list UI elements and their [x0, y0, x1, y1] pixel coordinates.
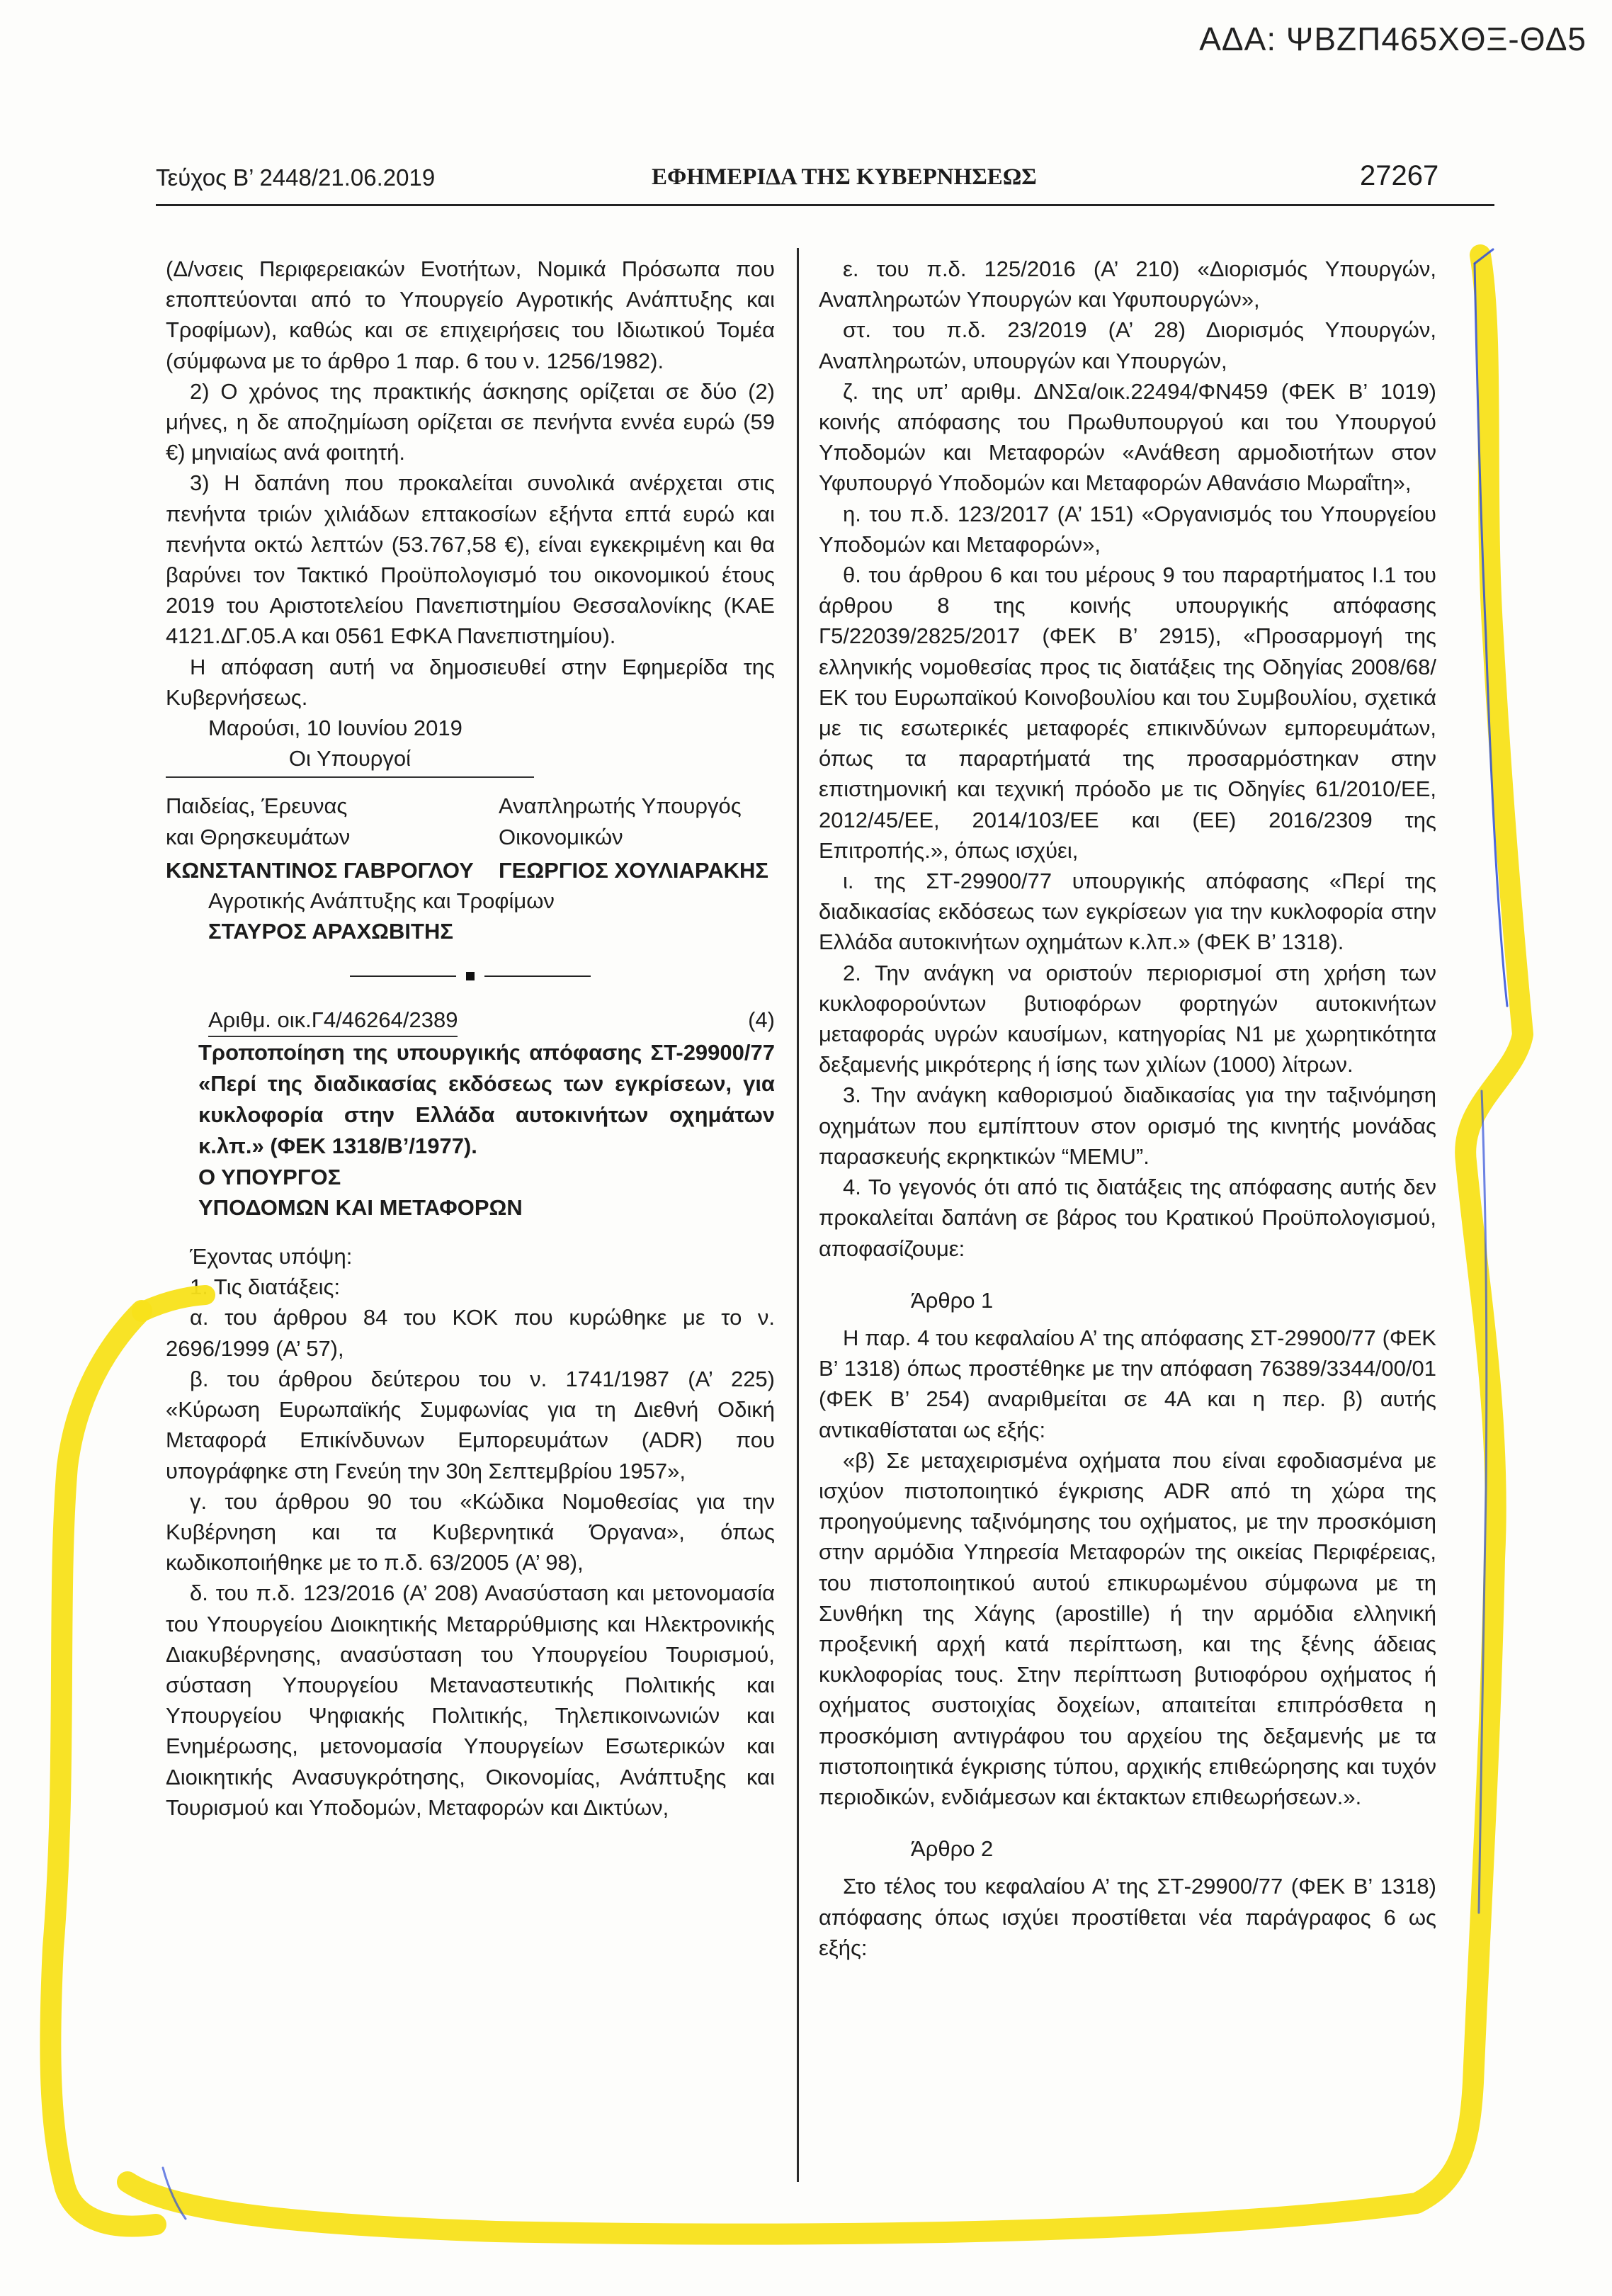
paragraph: Έχοντας υπόψη: [190, 1244, 353, 1269]
paragraph: 1. Τις διατάξεις: [190, 1274, 341, 1300]
separator-square-icon [466, 972, 475, 980]
ministers-label: Οι Υπουργοί [166, 743, 534, 778]
minister-office: Αναπληρωτής Υπουργός [499, 793, 742, 819]
header-rule [156, 204, 1494, 206]
issuing-minister: Ο ΥΠΟΥΡΓΟΣ [198, 1164, 341, 1189]
yellow-highlighter-stroke [50, 1311, 156, 2227]
paragraph: 2. Την ανάγκη να οριστούν περιορισμοί στη χρήση των κυκλοφορούντων βυτιοφόρων φορτηγών αυτοκινήτων μεταφοράς υγρών καυσίμων, κατηγορίας Ν1 με χωρητικότητα δεξαμενής μικρότερης ή ίσης των χιλίων (1000) λίτρων. [819, 960, 1436, 1078]
issuing-ministry: ΥΠΟΔΟΜΩΝ ΚΑΙ ΜΕΤΑΦΟΡΩΝ [198, 1194, 523, 1220]
minister-office: Παιδείας, Έρευνας [166, 793, 348, 819]
minister-office: Αγροτικής Ανάπτυξης και Τροφίμων [208, 888, 555, 914]
gazette-title: ΕΦΗΜΕΡΙΔΑ ΤΗΣ ΚΥΒΕΡΝΗΣΕΩΣ [652, 164, 1037, 190]
list-item: θ. του άρθρου 6 και του μέρους 9 του παραρτήματος Ι.1 του άρθρου 8 της κοινής υπουργικής απόφασης Γ5/22039/2825/2017 (ΦΕΚ Β’ 2915), «Προσαρμογή της ελληνικής νομοθεσίας προς τις διατάξεις της Οδηγίας 2008/68/ΕΚ του Ευρωπαϊκού Κοινοβουλίου και του Συμβουλίου, σχετικά με τις εσωτερικές μεταφορές επικινδύνων εμπορευμάτων, όπως τα παραρτήματά της προσαρμόστηκαν στην επιστημονική και τεχνική πρόοδο με τις Οδηγίες 61/2010/ΕΕ, 2012/45/ΕΕ, 2014/103/ΕΕ και (ΕΕ) 2016/2309 της Επιτροπής.», όπως ισχύει, [819, 562, 1436, 863]
signature-city-date: Μαρούσι, 10 Ιουνίου 2019 [208, 716, 462, 741]
list-item: δ. του π.δ. 123/2016 (Α’ 208) Ανασύσταση και μετονομασία του Υπουργείου Διοικητικής Μεταρρύθμισης και Ηλεκτρονικής Διακυβέρνησης, ανασύσταση του Υπουργείου Τουρισμού, σύσταση Υπουργείου Μεταναστευτικής Πολιτικής και Υπουργείου Ψηφιακής Πολιτικής, Τηλεπικοινωνιών και Ενημέρωσης, μετονομασία Υπουργείων Εσωτερικών και Διοικητικής Ανασυγκρότησης, Οικονομίας, Ανάπτυξης και Τουρισμού και Υποδομών, Μεταφορών και Δικτύων, [166, 1580, 775, 1820]
blue-pen-stroke [1479, 1091, 1487, 1913]
minister-office: και Θρησκευμάτων [166, 824, 351, 849]
list-item: η. του π.δ. 123/2017 (Α’ 151) «Οργανισμός του Υπουργείου Υποδομών και Μεταφορών», [819, 501, 1436, 557]
minister-signature [166, 791, 499, 886]
separator-line [350, 975, 456, 977]
paragraph: 3. Την ανάγκη καθορισμού διαδικασίας για την ταξινόμηση οχημάτων που εμπίπτουν στον ορισμό της κινητής μονάδας παρασκευής εκρηκτικών “MEMU”. [819, 1082, 1436, 1169]
decision-index: (4) [748, 1007, 775, 1033]
decision-title: Τροποποίηση της υπουργικής απόφασης ΣΤ-29900/77 «Περί της διαδικασίας εκδόσεως των εγκρίσεων, για κυκλοφορία στην Ελλάδα αυτοκινήτων οχημάτων κ.λπ.» (ΦΕΚ 1318/Β’/1977). [198, 1039, 775, 1158]
right-column [819, 254, 1436, 1963]
list-item: γ. του άρθρου 90 του «Κώδικα Νομοθεσίας για την Κυβέρνηση και τα Κυβερνητικά Όργανα», όπως κωδικοποιήθηκε με το π.δ. 63/2005 (Α’ 98), [166, 1488, 775, 1576]
signature-row [166, 791, 775, 886]
paragraph: Η παρ. 4 του κεφαλαίου Α’ της απόφασης ΣΤ-29900/77 (ΦΕΚ Β’ 1318) όπως προστέθηκε με την απόφαση 76389/3344/00/01 (ΦΕΚ Β’ 254) αναριθμείται σε 4Α και η περ. β) αυτής αντικαθίσταται ως εξής: [819, 1325, 1436, 1442]
minister-name: ΣΤΑΥΡΟΣ ΑΡΑΧΩΒΙΤΗΣ [208, 919, 453, 944]
minister-name: ΓΕΩΡΓΙΟΣ ΧΟΥΛΙΑΡΑΚΗΣ [499, 857, 769, 883]
decision-number-row [166, 1005, 775, 1036]
separator-line [484, 975, 591, 977]
ada-code: ΑΔΑ: ΨΒΖΠ465ΧΘΞ-ΘΔ5 [1199, 21, 1587, 57]
paragraph: Η απόφαση αυτή να δημοσιευθεί στην Εφημερίδα της Κυβερνήσεως. [166, 654, 775, 710]
list-item: ζ. της υπ’ αριθμ. ΔΝΣα/οικ.22494/ΦΝ459 (ΦΕΚ Β’ 1019) κοινής απόφασης του Πρωθυπουργού και του Υπουργού Υποδομών και Μεταφορών «Ανάθεση αρμοδιοτήτων στον Υφυπουργό Υποδομών και Μεταφορών Αθανάσιο Μωραΐτη», [819, 378, 1436, 496]
left-column [166, 254, 775, 1823]
section-separator [166, 972, 775, 980]
decision-number: Αριθμ. οικ.Γ4/46264/2389 [208, 1005, 458, 1036]
column-divider [797, 248, 799, 2182]
list-item: ι. της ΣΤ-29900/77 υπουργικής απόφασης «Περί της διαδικασίας εκδόσεως των εγκρίσεων για την κυκλοφορία στην Ελλάδα αυτοκινήτων οχημάτων κ.λπ.» (ΦΕΚ Β’ 1318). [819, 869, 1436, 955]
list-item: β. του άρθρου δεύτερου του ν. 1741/1987 (Α’ 225) «Κύρωση Ευρωπαϊκής Συμφωνίας για τη Διεθνή Οδική Μεταφορά Επικίνδυνων Εμπορευμάτων (ADR) που υπογράφηκε στη Γενεύη την 30η Σεπτεμβρίου 1957», [166, 1366, 775, 1483]
blue-pen-stroke [1475, 249, 1493, 264]
page-number: 27267 [1360, 160, 1439, 191]
paragraph: 4. Το γεγονός ότι από τις διατάξεις της απόφασης αυτής δεν προκαλείται δαπάνη σε βάρος του Κρατικού Προϋπολογισμού, αποφασίζουμε: [819, 1175, 1436, 1261]
paragraph: «β) Σε μεταχειρισμένα οχήματα που είναι εφοδιασμένα με ισχύον πιστοποιητικό έγκρισης ADR από τη χώρα της προηγούμενης ταξινόμησης του οχήματος, με την προσκόμιση στην αρμόδια Υπηρεσία Μεταφορών της οικείας Περιφέρειας, του πιστοποιητικού αυτού επικυρωμένου σύμφωνα με τη Συνθήκη της Χάγης (apostille) ή την αρμόδια ελληνική προξενική αρχή κατά περίπτωση, και της ξένης άδειας κυκλοφορίας τους. Στην περίπτωση βυτιοφόρου οχήματος ή οχήματος συστοιχίας δοχείων, απαιτείται επιπρόσθετα η προσκόμιση αντιγράφου του αρχείου της δεξαμενής με τα πιστοποιητικά έγκρισης τύπου, αρχικής επιθεώρησης και τυχόν περιοδικών, ενδιάμεσων και έκτακτων επιθεωρήσεων.». [819, 1447, 1436, 1809]
blue-pen-stroke [1475, 264, 1507, 1006]
minister-signature [499, 791, 775, 886]
paragraph: 3) Η δαπάνη που προκαλείται συνολικά ανέρχεται στις πενήντα τριών χιλιάδων επτακοσίων εξήντα επτά ευρώ και πενήντα οκτώ λεπτών (53.767,58 €), είναι εγκεκριμένη και θα βαρύνει τον Τακτικό Προϋπολογισμό του οικονομικού έτους 2019 του Αριστοτελείου Πανεπιστημίου Θεσσαλονίκης (ΚΑΕ 4121.ΔΓ.05.Α και 0561 ΕΦΚΑ Πανεπιστημίου). [166, 470, 775, 649]
paragraph: Στο τέλος του κεφαλαίου Α’ της ΣΤ-29900/77 (ΦΕΚ Β’ 1318) απόφασης όπως ισχύει προστίθεται νέα παράγραφος 6 ως εξής: [819, 1874, 1436, 1960]
list-item: στ. του π.δ. 23/2019 (Α’ 28) Διορισμός Υπουργών, Αναπληρωτών, υπουργών και Υπουργών, [819, 317, 1436, 373]
issue-label: Τεύχος Β’ 2448/21.06.2019 [156, 164, 436, 191]
minister-office: Οικονομικών [499, 824, 623, 849]
article-title: Άρθρο 2 [911, 1836, 994, 1862]
blue-pen-stroke [163, 2168, 186, 2219]
minister-name: ΚΩΝΣΤΑΝΤΙΝΟΣ ΓΑΒΡΟΓΛΟΥ [166, 857, 474, 883]
list-item: ε. του π.δ. 125/2016 (Α’ 210) «Διορισμός Υπουργών, Αναπληρωτών Υπουργών και Υφυπουργών», [819, 256, 1436, 312]
article-title: Άρθρο 1 [911, 1287, 994, 1313]
paragraph: (Δ/νσεις Περιφερειακών Ενοτήτων, Νομικά Πρόσωπα που εποπτεύονται από το Υπουργείο Αγροτικής Ανάπτυξης και Τροφίμων), καθώς και σε επιχειρήσεις του Ιδιωτικού Τομέα (σύμφωνα με το άρθρο 1 παρ. 6 του ν. 1256/1982). [166, 256, 775, 373]
list-item: α. του άρθρου 84 του ΚΟΚ που κυρώθηκε με το ν. 2696/1999 (Α’ 57), [166, 1305, 775, 1361]
paragraph: 2) Ο χρόνος της πρακτικής άσκησης ορίζεται σε δύο (2) μήνες, η δε αποζημίωση ορίζεται σε πενήντα εννέα ευρώ (59 €) μηνιαίως ανά φοιτητή. [166, 378, 775, 465]
